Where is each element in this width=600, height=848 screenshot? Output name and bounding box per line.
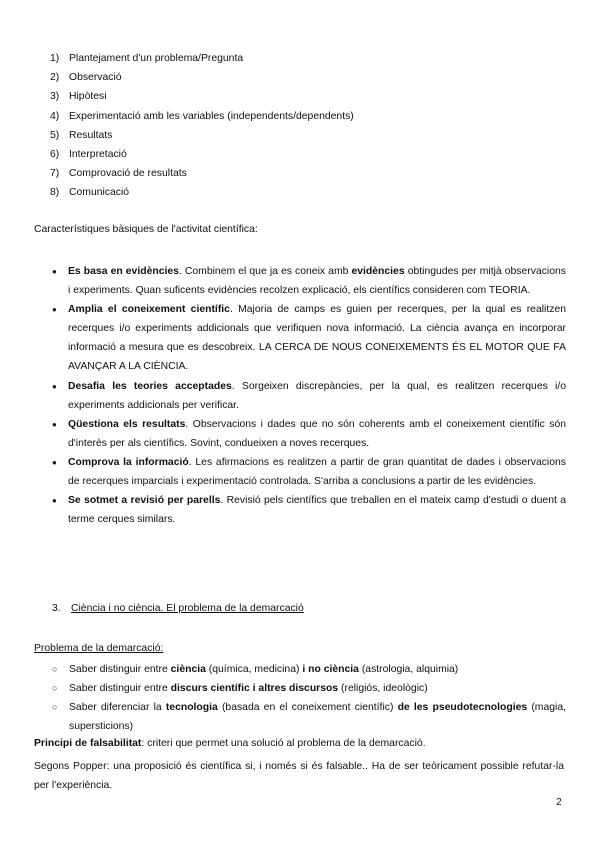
list-item: 6) Interpretació bbox=[50, 148, 127, 160]
bullet-item: ● Es basa en evidències. Combinem el que ja es coneix amb evidències obtingudes per mitjà observacions i experiments. Quan suficents evidències recolzen explicació, els científics consideren com TEORIA. bbox=[50, 262, 566, 300]
characteristics-list bbox=[50, 262, 566, 529]
bullet-item: ● Desafia les teories acceptades. Sorgeixen discrepàncies, per la qual, es realitzen recerques i/o experiments addicionals per verificar. bbox=[50, 377, 566, 415]
list-item: 2) Observació bbox=[50, 72, 122, 84]
list-item: ○ Saber distinguir entre discurs científic i altres discursos (religiós, ideològic) bbox=[50, 679, 566, 698]
bullet-item: ● Comprova la informació. Les afirmacions es realitzen a partir de gran quantitat de dades i observacions de recerques imparcials i experimentació controlada. S'arriba a conclusions a partir de les evidències. bbox=[50, 453, 566, 491]
demarcation-list bbox=[50, 660, 566, 736]
demarcation-heading: Problema de la demarcació: bbox=[34, 643, 164, 654]
scientific-method-steps bbox=[50, 49, 550, 203]
popper-paragraph: Segons Popper: una proposició és científica si, i només si és falsable.. Ha de ser teòricament possible refutar-la per l'experiència. bbox=[34, 761, 564, 792]
list-item: 3) Hipòtesi bbox=[50, 91, 107, 103]
list-item: 1) Plantejament d'un problema/Pregunta bbox=[50, 53, 244, 64]
list-item: ○ Saber distinguir entre ciència (química, medicina) i no ciència (astrologia, alquimia) bbox=[50, 660, 566, 679]
list-item: ○ Saber diferenciar la tecnologia (basada en el coneixement científic) de les pseudotecnologies (magia, supersticions) bbox=[50, 698, 566, 736]
bullet-item: ● Se sotmet a revisió per parells. Revisió pels científics que treballen en el mateix camp d'estudi o duent a terme cerques similars. bbox=[50, 491, 566, 529]
list-item: 8) Comunicació bbox=[50, 187, 130, 199]
bullet-item: ● Amplia el coneixement científic. Majoria de camps es guien per recerques, per la qual es realitzen recerques i/o experiments addicionals que verifiquen nova informació. La ciència avança en incorporar informació a mesura que es descobreix. LA CERCA DE NOUS CONEIXEMENTS ÉS EL MOTOR QUE FA AVANÇAR A LA CIÈNCIA. bbox=[50, 300, 566, 376]
list-item: 5) Resultats bbox=[50, 129, 113, 141]
falsability-principle: Principi de falsabilitat: criteri que permet una solució al problema de la demarcació. bbox=[34, 738, 426, 749]
section-heading: 3. Ciència i no ciència. El problema de la demarcació bbox=[52, 603, 304, 614]
page-number: 2 bbox=[556, 797, 562, 808]
bullet-item: ● Qüestiona els resultats. Observacions i dades que no són coherents amb el coneixement científic són d'interès per als científics. Sovint, condueixen a noves recerques. bbox=[50, 415, 566, 453]
list-item: 7) Comprovació de resultats bbox=[50, 168, 187, 180]
characteristics-heading: Característiques bàsiques de l'activitat científica: bbox=[34, 224, 258, 235]
list-item: 4) Experimentació amb les variables (independents/dependents) bbox=[50, 110, 354, 122]
